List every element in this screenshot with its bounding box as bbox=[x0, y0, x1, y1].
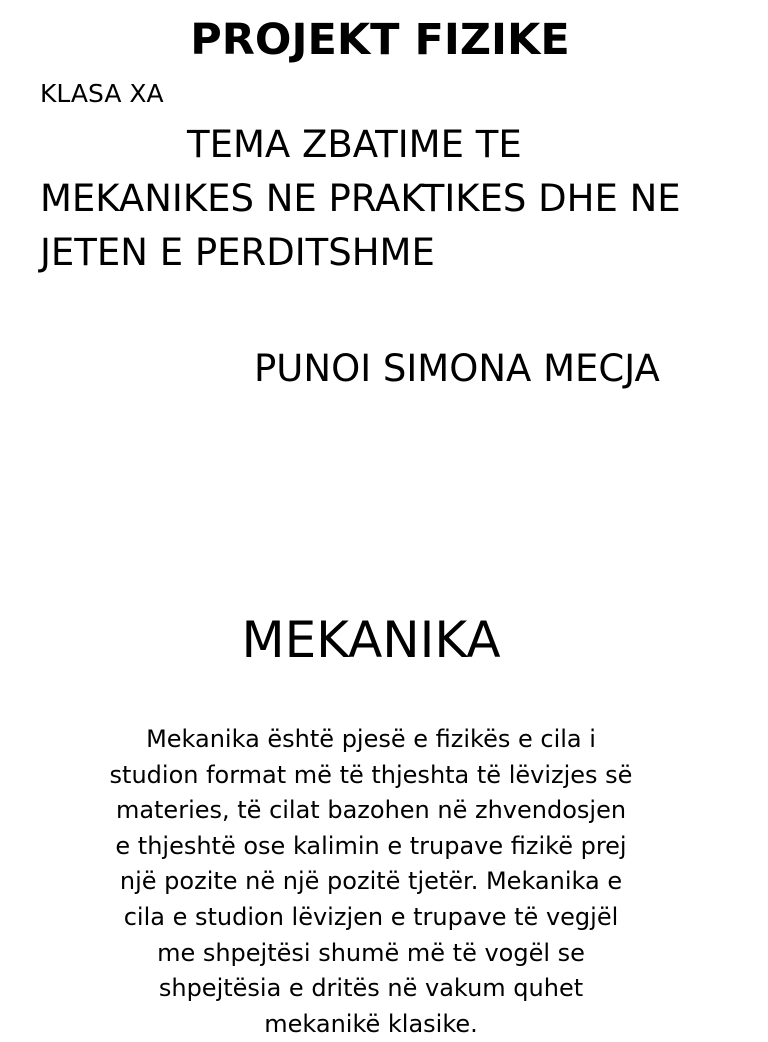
class-label: KLASA XA bbox=[40, 79, 164, 108]
paragraph-line: e thjeshtë ose kalimin e trupave fizikë prej bbox=[115, 831, 627, 860]
paragraph-line: materies, të cilat bazohen në zhvendosjen bbox=[115, 796, 627, 825]
author-line: PUNOI SIMONA MECJA bbox=[254, 347, 660, 390]
section-heading: MEKANIKA bbox=[241, 611, 501, 669]
paragraph-line: studion format më të thjeshta të lëvizjes së bbox=[109, 760, 633, 789]
topic-block bbox=[40, 118, 681, 280]
body-paragraph bbox=[80, 722, 662, 1042]
topic-line-2: MEKANIKES NE PRAKTIKES DHE NE bbox=[40, 177, 681, 220]
paragraph-line: shpejtësia e dritës në vakum quhet bbox=[158, 974, 584, 1003]
paragraph-line: cila e studion lëvizjen e trupave të vegjël bbox=[123, 902, 619, 931]
topic-line-3: JETEN E PERDITSHME bbox=[40, 231, 435, 274]
paragraph-line: mekanikë klasike. bbox=[264, 1009, 478, 1038]
paragraph-line: një pozite në një pozitë tjetër. Mekanika e bbox=[119, 867, 623, 896]
paragraph-line: Mekanika është pjesë e fizikës e cila i bbox=[146, 725, 596, 753]
paragraph-line: me shpejtësi shumë më të vogël se bbox=[157, 938, 585, 967]
topic-line-1: TEMA ZBATIME TE bbox=[187, 123, 522, 166]
page-title: PROJEKT FIZIKE bbox=[190, 15, 570, 65]
